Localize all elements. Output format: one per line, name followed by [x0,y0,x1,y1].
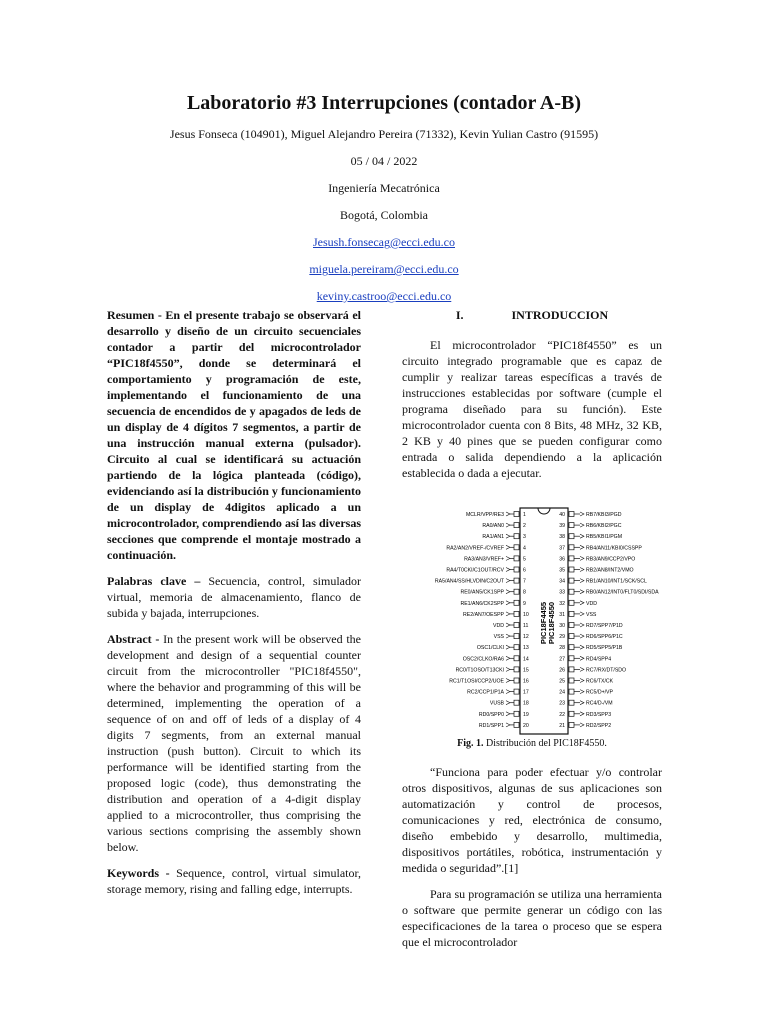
left-pin-label: RE2/AN7/OESPP [463,611,504,618]
right-pin-label: RB3/AN9/CCP2/VPO [586,556,636,563]
program: Ingeniería Mecatrónica [328,181,440,195]
right-pin-number: 26 [559,667,565,674]
right-pin-label: RD5/SPP5/P1B [586,645,623,652]
authors: Jesus Fonseca (104901), Miguel Alejandro Pereira (71332), Kevin Yulian Castro (91595) [169,127,599,141]
keywords-label: Keywords - [107,866,177,880]
left-pin-number: 10 [523,611,529,618]
intro-paragraph-2: Para su programación se utiliza una herramienta o software que permite generar un código con las especificaciones de la tarea o proceso que se espera que el microcontrolador [402,887,662,949]
right-pin-number: 25 [559,678,565,685]
right-column-lower [402,764,662,960]
resumen-paragraph [107,307,361,563]
left-pin-number: 9 [523,600,526,607]
right-pin-number: 27 [559,656,565,663]
left-pin-number: 2 [523,523,526,530]
left-pin-8 [460,589,526,596]
left-pin-12 [494,634,529,641]
left-pin-label: RE0/AN5/CK1SPP [460,589,504,596]
right-pin-number: 22 [559,711,565,718]
section-heading [402,307,662,323]
left-pin-label: RD0/SPP0 [478,711,504,718]
location: Bogotá, Colombia [340,208,428,222]
pinout-figure [402,505,664,740]
right-pin-number: 40 [559,512,565,518]
palabras-clave-paragraph [107,573,361,621]
left-pin-16 [449,678,529,685]
left-pin-label: RA4/T0CKI/C1OUT/RCV [446,567,504,574]
left-pin-label: VDD [493,623,504,629]
left-pin-number: 18 [523,700,529,707]
right-pin-label: RC6/TX/CK [586,678,614,685]
left-pin-label: RA5/AN4/SS/HLVDIN/C2OUT [434,578,504,585]
right-pin-label: RB4/AN11/KBI0/CSSPP [586,545,642,552]
right-pin-number: 24 [559,689,565,696]
intro-paragraph-1: El microcontrolador “PIC18f4550” es un circuito integrado programable que es capaz de cumplir y realizar tareas específicas a través de instrucciones establecidas por software (cumple el programa diseñado para su función). Este microcontrolador cuenta con 8 Bits, 48 MHz, 32 KB, 2 KB y 40 pines que se pueden configurar como entrada o salida dependiendo a la aplicación establecida o dada a ejecutar. [402,338,662,480]
right-pin-34 [559,578,647,585]
date: 05 / 04 / 2022 [350,154,418,168]
right-pin-label: RC5/D+/VP [586,689,613,696]
left-pin-7 [435,578,526,585]
right-pin-label: RB5/KBI1/PGM [586,534,623,541]
resumen-text: En el presente trabajo se observará el desarrollo y diseño de un circuito secuenciales contador a partir del microcontrolador “PIC18f4550”, donde se determinará el comportamiento y programación de este, implementando el funcionamiento de una secuencia de encendidos de y apagados de leds de un display de 4 dígitos 7 segmentos, a partir de una instrucción manual externa (pulsador). Circuito al cual se identificará su actuación partiendo de la lógica planteada (código), evidenciando así la distribución y funcionamiento de un display de 4digitos aplicado a un microcontrolador, comprendiendo así las diversas secciones que comprende el montaje mostrado a continuación. [107,308,361,562]
right-pin-label: RD6/SPP6/P1C [586,634,623,641]
email-link-2[interactable]: miguela.pereiram@ecci.edu.co [309,262,459,276]
right-pin-number: 29 [559,634,565,641]
left-pin-label: RE1/AN6/CK2SPP [460,600,504,607]
right-pin-38 [559,534,622,541]
right-pin-37 [559,545,642,552]
left-pin-label: VSS [493,634,504,641]
left-pin-label: OSC1/CLKI [476,645,504,652]
left-pin-label: RA3/AN3/VREF+ [464,556,504,563]
right-pin-number: 37 [559,545,565,552]
left-pin-number: 1 [523,512,526,518]
left-pin-label: VUSB [489,700,504,707]
palabras-clave-label: Palabras clave – [107,574,209,588]
paper-title: Laboratorio #3 Interrupciones (contador A-B) [186,92,582,114]
left-pin-number: 15 [523,667,529,674]
right-pin-number: 39 [559,523,565,530]
right-pin-32 [559,600,597,607]
left-pin-number: 14 [523,656,529,663]
right-pin-number: 36 [559,556,565,563]
right-pin-number: 38 [559,534,565,541]
left-pin-number: 16 [523,678,529,685]
chip-label-pic18f4550: PIC18F4550 [547,601,556,645]
left-pin-15 [456,667,529,674]
caption-label: Fig. 1. [457,738,484,749]
left-pin-number: 19 [523,711,529,718]
right-pin-label: RD3/SPP3 [586,711,612,718]
right-pin-30 [559,623,623,630]
left-pin-number: 3 [523,534,526,541]
left-pin-label: RC1/T1OSI/CCP2/UOE [449,678,504,685]
left-pin-14 [463,656,529,663]
abstract-label: Abstract - [107,632,164,646]
right-pin-31 [559,611,597,618]
right-pin-label: RB7/KBI3/PGD [586,512,622,518]
resumen-label: Resumen - [107,308,166,322]
keywords-text: Sequence, control, virtual simulator, storage memory, rising and falling edge, interrupts. [107,866,361,896]
left-pin-11 [493,623,528,630]
chip-label-pic18f4455: PIC18F4455 [539,601,548,645]
caption-text: Distribución del PIC18F4550. [483,738,607,749]
left-pin-label: RD1/SPP1 [478,722,504,729]
left-pin-number: 5 [523,556,526,563]
left-pin-label: RC2/CCP1/P1A [467,689,504,696]
left-pin-4 [446,545,526,552]
left-pin-number: 20 [523,722,529,729]
left-pin-number: 12 [523,634,529,641]
right-pin-36 [559,556,635,563]
left-pin-label: MCLR/VPP/RE3 [465,512,504,518]
left-pin-number: 8 [523,589,526,596]
right-pin-33 [559,589,659,596]
right-pin-label: VDD [586,600,597,607]
left-column [107,307,361,907]
right-pin-label: RB1/AN10/INT1/SCK/SCL [586,578,647,585]
left-pin-number: 6 [523,567,526,574]
right-pin-label: RC7/RX/DT/SDO [586,667,627,674]
left-pin-9 [460,600,526,607]
figure-caption [402,738,662,749]
left-pin-6 [446,567,526,574]
abstract-text: In the present work will be observed the development and design of a sequential counter circuit from the microcontroller "PIC18f4550", where the behavior and programming of this will be determined, implementing the operation of a sequence of on and off of leds of a display of 4 digits 7 segments, from an external manual instruction (push button). Circuit to which its performance will be identified starting from the proposed logic (code), thus demonstrating the distribution and operation of a 4-digit display applied to a microcontroller, thus comprising the various sections comprising the assembly shown below. [107,632,361,854]
right-pin-label: RB2/AN8/INT2/VMO [586,567,634,574]
right-column [402,307,662,491]
left-pin-18 [490,700,529,707]
left-pin-number: 4 [523,545,526,552]
abstract-paragraph [107,631,361,855]
right-pin-label: RB0/AN12/INT0/FLT0/SDI/SDA [586,589,659,596]
keywords-paragraph [107,865,361,897]
left-pin-number: 13 [523,645,529,652]
right-pin-number: 28 [559,645,565,652]
section-number: I. [455,308,464,322]
left-pin-label: RA1/AN1 [482,534,504,541]
right-pin-number: 30 [559,623,565,629]
email-link-3[interactable]: keviny.castroo@ecci.edu.co [316,289,452,303]
right-pin-number: 32 [559,600,565,607]
right-pin-28 [559,645,623,652]
palabras-clave-text: Secuencia, control, simulador virtual, memoria de almacenamiento, flanco de subida y bajada, interrupciones. [107,574,362,620]
left-pin-label: RC0/T1OSO/T13CKI [455,667,504,674]
right-pin-number: 34 [559,578,565,585]
left-pin-number: 11 [523,623,529,629]
right-pin-label: RB6/KBI2/PGC [586,523,622,530]
pinout-diagram [402,505,664,740]
left-pin-1 [466,512,526,519]
right-pin-26 [559,667,626,674]
section-title: INTRODUCCION [511,308,609,322]
left-pin-label: RA0/AN0 [482,523,504,530]
left-pin-label: OSC2/CLKO/RA6 [462,656,504,663]
right-pin-number: 33 [559,589,565,596]
right-pin-35 [559,567,633,574]
right-pin-number: 31 [559,611,565,618]
left-pin-number: 7 [523,578,526,585]
right-pin-label: RC4/D-/VM [586,700,613,707]
right-pin-label: RD2/SPP2 [586,722,612,729]
right-pin-label: RD7/SPP7/P1D [586,623,623,629]
quote-paragraph: “Funciona para poder efectuar y/o controlar otros dispositivos, algunas de sus aplicaciones son automatización y control de procesos, comunicaciones y red, electrónica de consumo, diseño embebido y desarrollo, multimedia, dispositivos portátiles, robótica, instrumentación y medida o seguridad”.[1] [402,765,662,875]
right-pin-number: 35 [559,567,565,574]
right-pin-label: RD4/SPP4 [586,656,612,663]
left-pin-10 [463,611,529,618]
right-pin-number: 23 [559,700,565,707]
right-pin-29 [559,634,623,641]
left-pin-5 [464,556,526,563]
email-link-1[interactable]: Jesush.fonsecag@ecci.edu.co [313,235,455,249]
right-pin-number: 21 [559,722,565,729]
left-pin-label: RA2/AN2/VREF-/CVREF [446,545,504,552]
right-pin-label: VSS [586,611,597,618]
left-pin-number: 17 [523,689,529,696]
